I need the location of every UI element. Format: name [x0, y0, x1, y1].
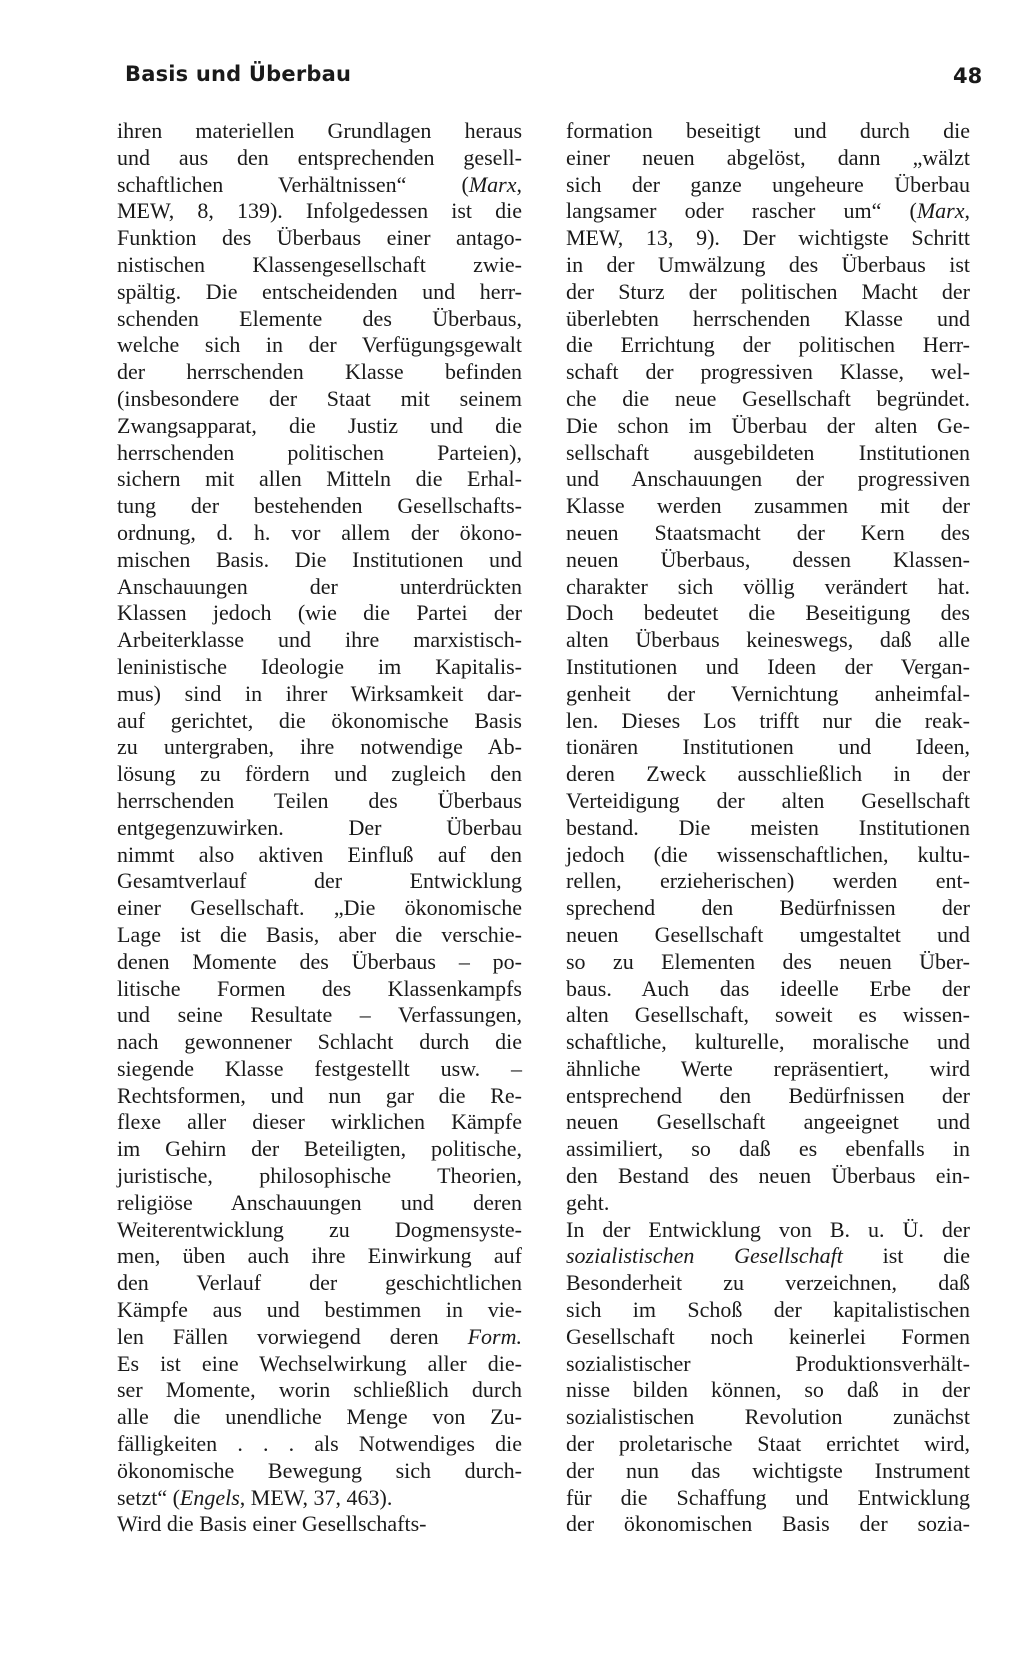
text-line: zu untergraben, ihre notwendige Ab- — [117, 734, 522, 760]
text-line: und seine Resultate – Verfassungen, — [117, 1002, 522, 1028]
text-line: neuen Staatsmacht der Kern des — [566, 519, 970, 545]
text-line: Gesamtverlauf der Entwicklung — [117, 868, 522, 894]
text-line: deren Zweck ausschließlich in der — [566, 761, 970, 787]
text-line: entsprechend den Bedürfnissen der — [566, 1082, 970, 1108]
text-line: Doch bedeutet die Beseitigung des — [566, 600, 970, 626]
text-line: Lage ist die Basis, aber die verschie- — [117, 921, 522, 947]
text-line: für die Schaffung und Entwicklung — [566, 1484, 970, 1510]
text-line: schenden Elemente des Überbaus, — [117, 305, 522, 331]
text-line: leninistische Ideologie im Kapitalis- — [117, 653, 522, 679]
text-line: baus. Auch das ideelle Erbe der — [566, 975, 970, 1001]
text-line: der proletarische Staat errichtet wird, — [566, 1431, 970, 1457]
text-line: welche sich in der Verfügungsgewalt — [117, 332, 522, 358]
text-line: MEW, 8, 139). Infolgedessen ist die — [117, 198, 522, 224]
text-line: langsamer oder rascher um“ (Marx, — [566, 198, 970, 224]
text-line: den Bestand des neuen Überbaus ein- — [566, 1163, 970, 1189]
text-line: In der Entwicklung von B. u. Ü. der — [566, 1216, 970, 1242]
text-line: und Anschauungen der progressiven — [566, 466, 970, 492]
text-line: sozialistischer Produktionsverhält- — [566, 1350, 970, 1376]
text-line: ordnung, d. h. vor allem der ökono- — [117, 519, 522, 545]
text-line: charakter sich völlig verändert hat. — [566, 573, 970, 599]
text-line: geht. — [566, 1189, 610, 1215]
text-line: sich im Schoß der kapitalistischen — [566, 1297, 970, 1323]
text-line: jedoch (die wissenschaftlichen, kultu- — [566, 841, 970, 867]
text-line: assimiliert, so daß es ebenfalls in — [566, 1136, 970, 1162]
text-line: mus) sind in ihrer Wirksamkeit dar- — [117, 680, 522, 706]
text-line: sich der ganze ungeheure Überbau — [566, 171, 970, 197]
text-line: neuen Überbaus, dessen Klassen- — [566, 546, 970, 572]
text-line: alle die unendliche Menge von Zu- — [117, 1404, 522, 1430]
text-line: überlebten herrschenden Klasse und — [566, 305, 970, 331]
text-line: sichern mit allen Mitteln die Erhal- — [117, 466, 522, 492]
text-line: der Sturz der politischen Macht der — [566, 278, 970, 304]
text-line: einer Gesellschaft. „Die ökonomische — [117, 895, 522, 921]
running-head: Basis und Überbau — [125, 62, 352, 86]
text-line: herrschenden politischen Parteien), — [117, 439, 522, 465]
text-line: ser Momente, worin schließlich durch — [117, 1377, 522, 1403]
text-line: len. Dieses Los trifft nur die reak- — [566, 707, 970, 733]
text-line: ihren materiellen Grundlagen heraus — [117, 118, 522, 143]
text-line: setzt“ (Engels, MEW, 37, 463). — [117, 1484, 393, 1510]
text-line: der herrschenden Klasse befinden — [117, 359, 522, 385]
text-line: sozialistischen Gesellschaft ist die — [566, 1243, 970, 1269]
text-line: Institutionen und Ideen der Vergan- — [566, 653, 970, 679]
text-line: der ökonomischen Basis der sozia- — [566, 1511, 970, 1537]
text-line: (insbesondere der Staat mit seinem — [117, 385, 522, 411]
text-line: Klasse werden zusammen mit der — [566, 493, 970, 519]
page-number: 48 — [953, 64, 983, 88]
text-line: Besonderheit zu verzeichnen, daß — [566, 1270, 970, 1296]
text-line: die Errichtung der politischen Herr- — [566, 332, 970, 358]
text-line: Zwangsapparat, die Justiz und die — [117, 412, 522, 438]
text-line: juristische, philosophische Theorien, — [117, 1163, 522, 1189]
text-line: schaftliche, kulturelle, moralische und — [566, 1029, 970, 1055]
text-line: alten Überbaus keineswegs, daß alle — [566, 627, 970, 653]
text-line: auf gerichtet, die ökonomische Basis — [117, 707, 522, 733]
text-line: mischen Basis. Die Institutionen und — [117, 546, 522, 572]
text-line: Gesellschaft noch keinerlei Formen — [566, 1323, 970, 1349]
text-line: nimmt also aktiven Einfluß auf den — [117, 841, 522, 867]
text-line: einer neuen abgelöst, dann „wälzt — [566, 144, 970, 170]
right-text-column — [566, 118, 970, 1538]
text-line: tionären Institutionen und Ideen, — [566, 734, 970, 760]
text-line: religiöse Anschauungen und deren — [117, 1189, 522, 1215]
text-line: neuen Gesellschaft angeeignet und — [566, 1109, 970, 1135]
text-line: neuen Gesellschaft umgestaltet und — [566, 921, 970, 947]
text-line: im Gehirn der Beteiligten, politische, — [117, 1136, 522, 1162]
text-line: Klassen jedoch (wie die Partei der — [117, 600, 522, 626]
text-line: alten Gesellschaft, soweit es wissen- — [566, 1002, 970, 1028]
text-line: so zu Elementen des neuen Über- — [566, 948, 970, 974]
text-line: tung der bestehenden Gesellschafts- — [117, 493, 522, 519]
text-line: sellschaft ausgebildeten Institutionen — [566, 439, 970, 465]
text-line: rellen, erzieherischen) werden ent- — [566, 868, 970, 894]
text-line: Die schon im Überbau der alten Ge- — [566, 412, 970, 438]
text-line: Wird die Basis einer Gesellschafts- — [117, 1511, 427, 1537]
text-line: siegende Klasse festgestellt usw. – — [117, 1055, 522, 1081]
text-line: Verteidigung der alten Gesellschaft — [566, 787, 970, 813]
text-line: in der Umwälzung des Überbaus ist — [566, 251, 970, 277]
text-line: herrschenden Teilen des Überbaus — [117, 787, 522, 813]
text-line: Rechtsformen, und nun gar die Re- — [117, 1082, 522, 1108]
text-line: men, üben auch ihre Einwirkung auf — [117, 1243, 522, 1269]
text-line: che die neue Gesellschaft begründet. — [566, 385, 970, 411]
text-line: denen Momente des Überbaus – po- — [117, 948, 522, 974]
text-line: Kämpfe aus und bestimmen in vie- — [117, 1297, 522, 1323]
text-line: Funktion des Überbaus einer antago- — [117, 225, 522, 251]
text-line: spältig. Die entscheidenden und herr- — [117, 278, 522, 304]
text-line: ökonomische Bewegung sich durch- — [117, 1457, 522, 1483]
text-line: schaftlichen Verhältnissen“ (Marx, — [117, 171, 522, 197]
text-line: nisse bilden können, so daß in der — [566, 1377, 970, 1403]
text-line: genheit der Vernichtung anheimfal- — [566, 680, 970, 706]
text-line: und aus den entsprechenden gesell- — [117, 144, 522, 170]
text-line: nistischen Klassengesellschaft zwie- — [117, 251, 522, 277]
text-line: flexe aller dieser wirklichen Kämpfe — [117, 1109, 522, 1135]
text-line: entgegenzuwirken. Der Überbau — [117, 814, 522, 840]
text-line: lösung zu fördern und zugleich den — [117, 761, 522, 787]
text-line: litische Formen des Klassenkampfs — [117, 975, 522, 1001]
text-line: len Fällen vorwiegend deren Form. — [117, 1323, 522, 1349]
text-line: Es ist eine Wechselwirkung aller die- — [117, 1350, 522, 1376]
text-line: formation beseitigt und durch die — [566, 118, 970, 143]
text-line: Arbeiterklasse und ihre marxistisch- — [117, 627, 522, 653]
text-line: Anschauungen der unterdrückten — [117, 573, 522, 599]
text-line: schaft der progressiven Klasse, wel- — [566, 359, 970, 385]
text-line: sozialistischen Revolution zunächst — [566, 1404, 970, 1430]
text-line: den Verlauf der geschichtlichen — [117, 1270, 522, 1296]
text-line: der nun das wichtigste Instrument — [566, 1457, 970, 1483]
text-line: Weiterentwicklung zu Dogmensyste- — [117, 1216, 522, 1242]
text-line: bestand. Die meisten Institutionen — [566, 814, 970, 840]
left-text-column — [117, 118, 522, 1538]
text-line: ähnliche Werte repräsentiert, wird — [566, 1055, 970, 1081]
text-line: nach gewonnener Schlacht durch die — [117, 1029, 522, 1055]
text-line: fälligkeiten . . . als Notwendiges die — [117, 1431, 522, 1457]
text-line: MEW, 13, 9). Der wichtigste Schritt — [566, 225, 970, 251]
text-line: sprechend den Bedürfnissen der — [566, 895, 970, 921]
